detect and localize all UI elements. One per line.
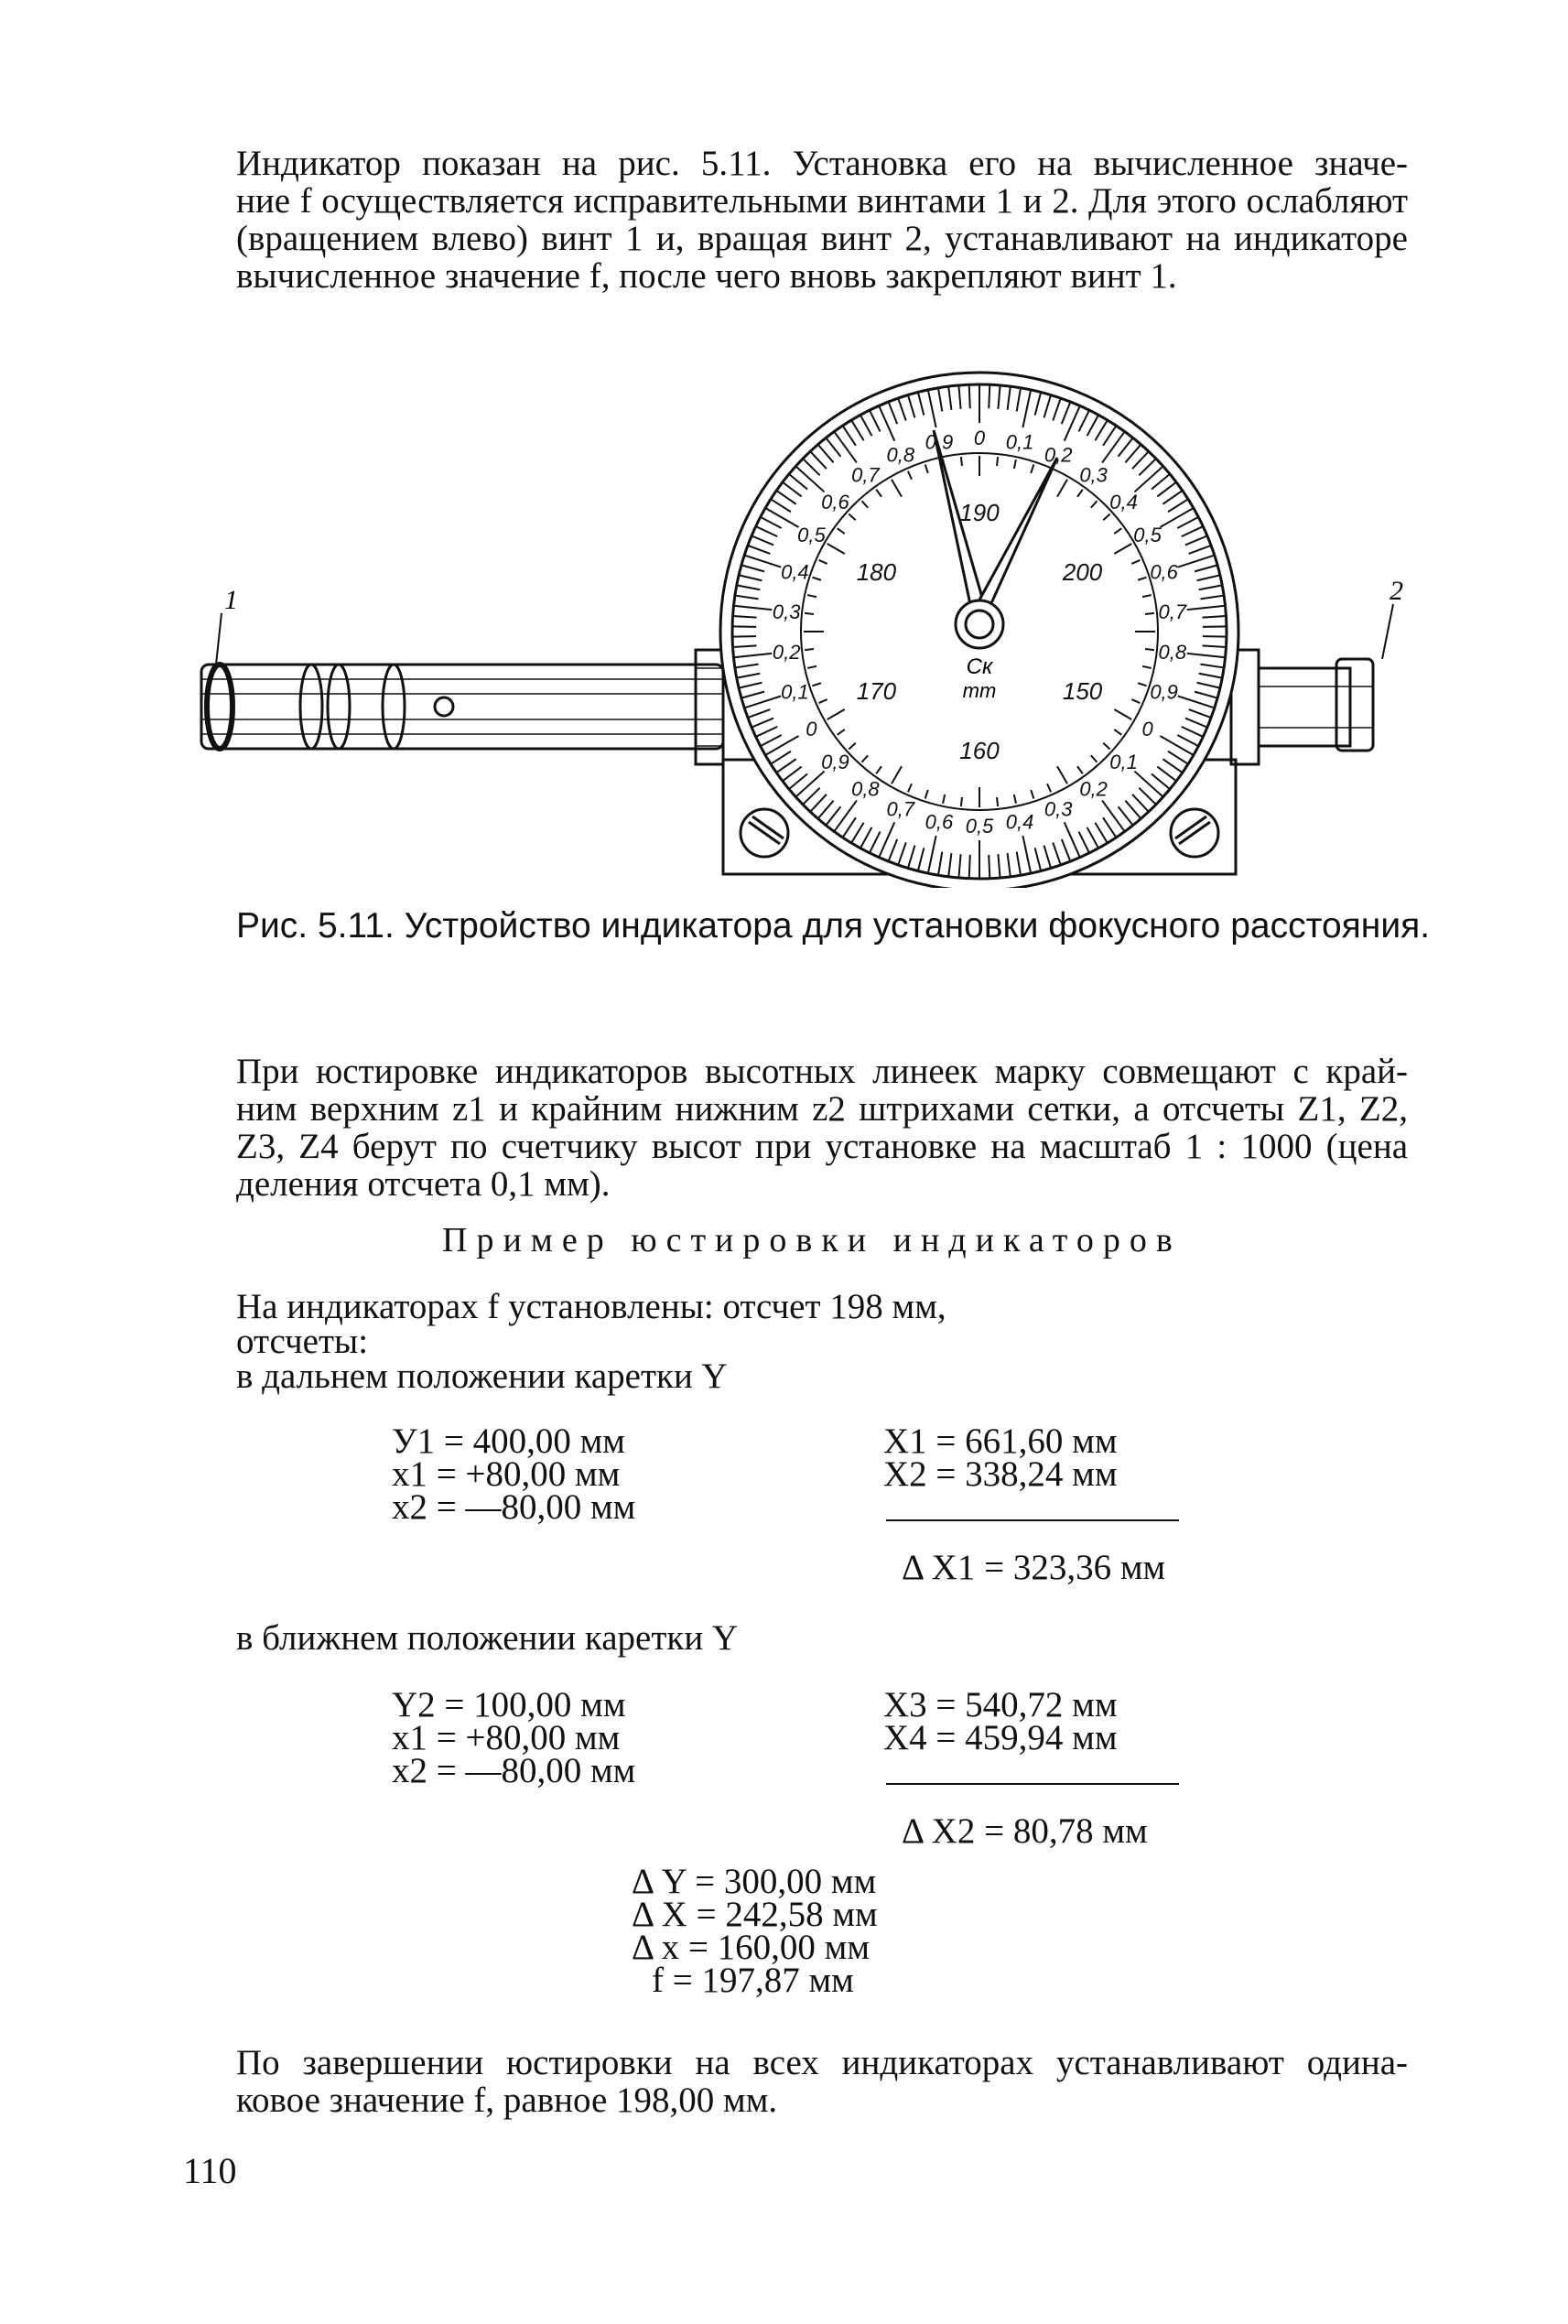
inner-tick [997, 797, 998, 806]
inner-tick [961, 797, 962, 806]
outer-scale-label: 0,3 [1079, 463, 1108, 487]
summary-1: Δ Y = 300,00 мм [632, 1862, 877, 1901]
intro-line-3: (вращением влево) винт 1 и, вращая винт 2, устанавливают на индикаторе [236, 219, 1408, 258]
summary-3: Δ x = 160,00 мм [632, 1928, 871, 1967]
intro-line-2: ние f осуществляется исправительными винтами 1 и 2. Для этого ослабляют [236, 181, 1408, 221]
callout-1: 1 [224, 585, 238, 615]
center-label-mm: mm [962, 679, 997, 702]
far-right-1: X1 = 661,60 мм [883, 1421, 1118, 1461]
outer-scale-label: 0 [973, 427, 986, 449]
near-left-2: x1 = +80,00 мм [392, 1718, 621, 1757]
intro-paragraph [236, 145, 1408, 295]
para2-line-3: Z3, Z4 берут по счетчику высот при установке на масштаб 1 : 1000 (цена [236, 1127, 1408, 1166]
example-line-4: в ближнем положении каретки Y [236, 1618, 739, 1658]
inner-tick [805, 649, 814, 650]
final-line-2: ковое значение f, равное 198,00 мм. [236, 2081, 778, 2120]
inner-scale-label: 160 [959, 737, 1000, 764]
dial-tick [969, 384, 970, 408]
summary-4: f = 197,87 мм [652, 1961, 854, 2000]
outer-scale-label: 0,6 [821, 491, 849, 514]
outer-scale-label: 0,6 [1150, 560, 1178, 584]
inner-scale-label: 180 [856, 558, 897, 586]
outer-scale-label: 0,7 [851, 463, 880, 487]
dial-tick [1203, 626, 1227, 627]
inner-tick [1145, 649, 1154, 650]
example-line-3: в дальнем положении каретки Y [236, 1357, 728, 1396]
outer-scale-label: 0,9 [1150, 680, 1178, 704]
left-rod [201, 665, 723, 749]
near-left-3: x2 = —80,00 мм [392, 1751, 636, 1790]
example-line-1: На индикаторах f установлены: отсчет 198 мм, [236, 1287, 946, 1326]
callout-2: 2 [1390, 576, 1403, 606]
section-heading: Пример юстировки индикаторов [442, 1221, 1182, 1259]
dial-tick [732, 626, 756, 627]
outer-scale-label: 0,2 [1044, 443, 1073, 467]
outer-scale-label: 0,4 [1109, 491, 1138, 514]
para2-line-2: ним верхним z1 и крайним нижним z2 штрихами сетки, а отсчеты Z1, Z2, [236, 1089, 1408, 1129]
outer-scale-label: 0,7 [886, 797, 915, 821]
final-paragraph [236, 2044, 1408, 2119]
far-rule [886, 1519, 1179, 1521]
outer-scale-label: 0,2 [772, 641, 801, 665]
inner-scale-label: 200 [1062, 558, 1103, 586]
outer-scale-label: 0,6 [925, 810, 954, 834]
far-result: Δ X1 = 323,36 мм [902, 1548, 1166, 1587]
outer-scale-label: 0 [806, 718, 817, 740]
inner-tick [997, 457, 998, 466]
far-left-1: У1 = 400,00 мм [392, 1421, 625, 1461]
outer-scale-label: 0,4 [1005, 810, 1034, 834]
figure-caption: Рис. 5.11. Устройство индикатора для установки фокусного расстояния. [236, 906, 1431, 946]
center-label-ck: Cк [966, 654, 993, 679]
inner-scale-label: 190 [959, 499, 1000, 526]
outer-scale-label: 0,9 [925, 430, 954, 454]
intro-line-4: вычисленное значение f, после чего вновь закрепляют винт 1. [236, 256, 1177, 296]
inner-scale-label: 170 [856, 677, 897, 705]
near-right-1: X3 = 540,72 мм [883, 1685, 1118, 1724]
outer-scale-label: 0,5 [965, 815, 994, 838]
needle-hub [956, 600, 1003, 648]
dial-tick [1203, 636, 1227, 637]
outer-scale-label: 0,8 [886, 443, 915, 467]
dial-tick [732, 636, 756, 637]
outer-scale-label: 0,1 [1109, 750, 1138, 773]
near-left-1: Y2 = 100,00 мм [392, 1685, 626, 1724]
inner-tick [961, 457, 962, 466]
outer-scale-label: 0,2 [1079, 777, 1108, 801]
outer-scale-label: 0,9 [821, 750, 849, 773]
far-right-2: X2 = 338,24 мм [883, 1454, 1118, 1494]
outer-scale-label: 0,1 [1005, 430, 1034, 454]
near-right-2: X4 = 459,94 мм [883, 1718, 1118, 1757]
para2-line-4: деления отсчета 0,1 мм). [236, 1164, 611, 1204]
outer-scale-label: 0,3 [772, 600, 801, 623]
inner-tick [1145, 613, 1154, 614]
page-number: 110 [183, 2150, 237, 2191]
outer-scale-label: 0 [1141, 718, 1153, 740]
near-rule [886, 1783, 1179, 1785]
indicator-figure [183, 339, 1410, 888]
para2-line-1: При юстировке индикаторов высотных линеек марку совмещают с край- [236, 1052, 1408, 1091]
near-result: Δ X2 = 80,78 мм [902, 1811, 1148, 1851]
outer-scale-label: 0,1 [781, 680, 809, 704]
far-left-2: x1 = +80,00 мм [392, 1454, 621, 1494]
outer-scale-label: 0,3 [1044, 797, 1073, 821]
outer-scale-label: 0,8 [1158, 641, 1187, 665]
final-line-1: По завершении юстировки на всех индикаторах устанавливают одина- [236, 2043, 1408, 2082]
outer-scale-label: 0,5 [1133, 524, 1162, 546]
outer-scale-label: 0,8 [851, 777, 880, 801]
outer-scale-label: 0,5 [797, 524, 826, 546]
dial-tick [969, 855, 970, 879]
inner-scale-label: 150 [1062, 677, 1103, 705]
example-line-2: отсчеты: [236, 1322, 369, 1361]
inner-tick [805, 613, 814, 614]
outer-scale-label: 0,7 [1158, 600, 1187, 623]
adjustment-paragraph [236, 1053, 1408, 1203]
far-left-3: x2 = —80,00 мм [392, 1487, 636, 1527]
summary-2: Δ X = 242,58 мм [632, 1895, 878, 1934]
outer-scale-label: 0,4 [781, 560, 809, 584]
intro-line-1: Индикатор показан на рис. 5.11. Установка его на вычисленное значе- [236, 144, 1408, 183]
